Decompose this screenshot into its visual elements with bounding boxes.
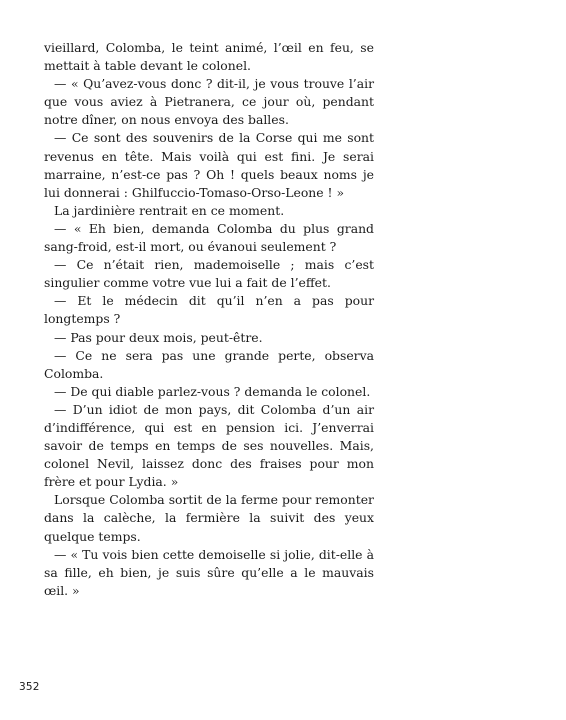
paragraph-13: — « Tu vois bien cette demoiselle si jolie, dit-elle à sa fille, eh bien, je suis sûre qu’elle a le mauvais œil. » <box>44 546 374 598</box>
paragraph-7: — Et le médecin dit qu’il n’en a pas pour longtemps ? <box>44 293 374 327</box>
paragraph-5: — « Eh bien, demanda Colomba du plus grand sang-froid, est-il mort, ou évanoui seulement ? <box>44 220 374 255</box>
paragraph-10: — De qui diable parlez-vous ? demanda le colonel. <box>54 383 371 399</box>
paragraph-8: — Pas pour deux mois, peut-être. <box>54 329 263 345</box>
page-number: 352 <box>19 681 40 693</box>
paragraph-9: — Ce ne sera pas une grande perte, observa Colomba. <box>44 347 374 381</box>
paragraph-11: — D’un idiot de mon pays, dit Colomba d’un air d’indifférence, qui est en pension ici. J’enverrai savoir de temps en temps de ses nouvelles. Mais, colonel Nevil, laissez donc des fraises pour mon frère et pour Lydia. » <box>44 401 374 490</box>
body-text <box>44 39 374 600</box>
paragraph-4: La jardinière rentrait en ce moment. <box>54 202 285 218</box>
paragraph-3: — Ce sont des souvenirs de la Corse qui me sont revenus en tête. Mais voilà qui est fini. Je serai marraine, n’est-ce pas ? Oh ! quels beaux noms je lui donnerai : Ghilfuccio-Tomaso-Orso-Leone ! » <box>44 130 374 200</box>
paragraph-6: — Ce n’était rien, mademoiselle ; mais c’est singulier comme votre vue lui a fait de l’effet. <box>44 257 374 291</box>
paragraph-2: — « Qu’avez-vous donc ? dit-il, je vous trouve l’air que vous aviez à Pietranera, ce jour où, pendant notre dîner, on nous envoya des balles. <box>44 76 374 128</box>
paragraph-12: Lorsque Colomba sortit de la ferme pour remonter dans la calèche, la fermière la suivit des yeux quelque temps. <box>44 492 374 544</box>
paragraph-1: vieillard, Colomba, le teint animé, l’œil en feu, se mettait à table devant le colonel. <box>44 40 374 74</box>
